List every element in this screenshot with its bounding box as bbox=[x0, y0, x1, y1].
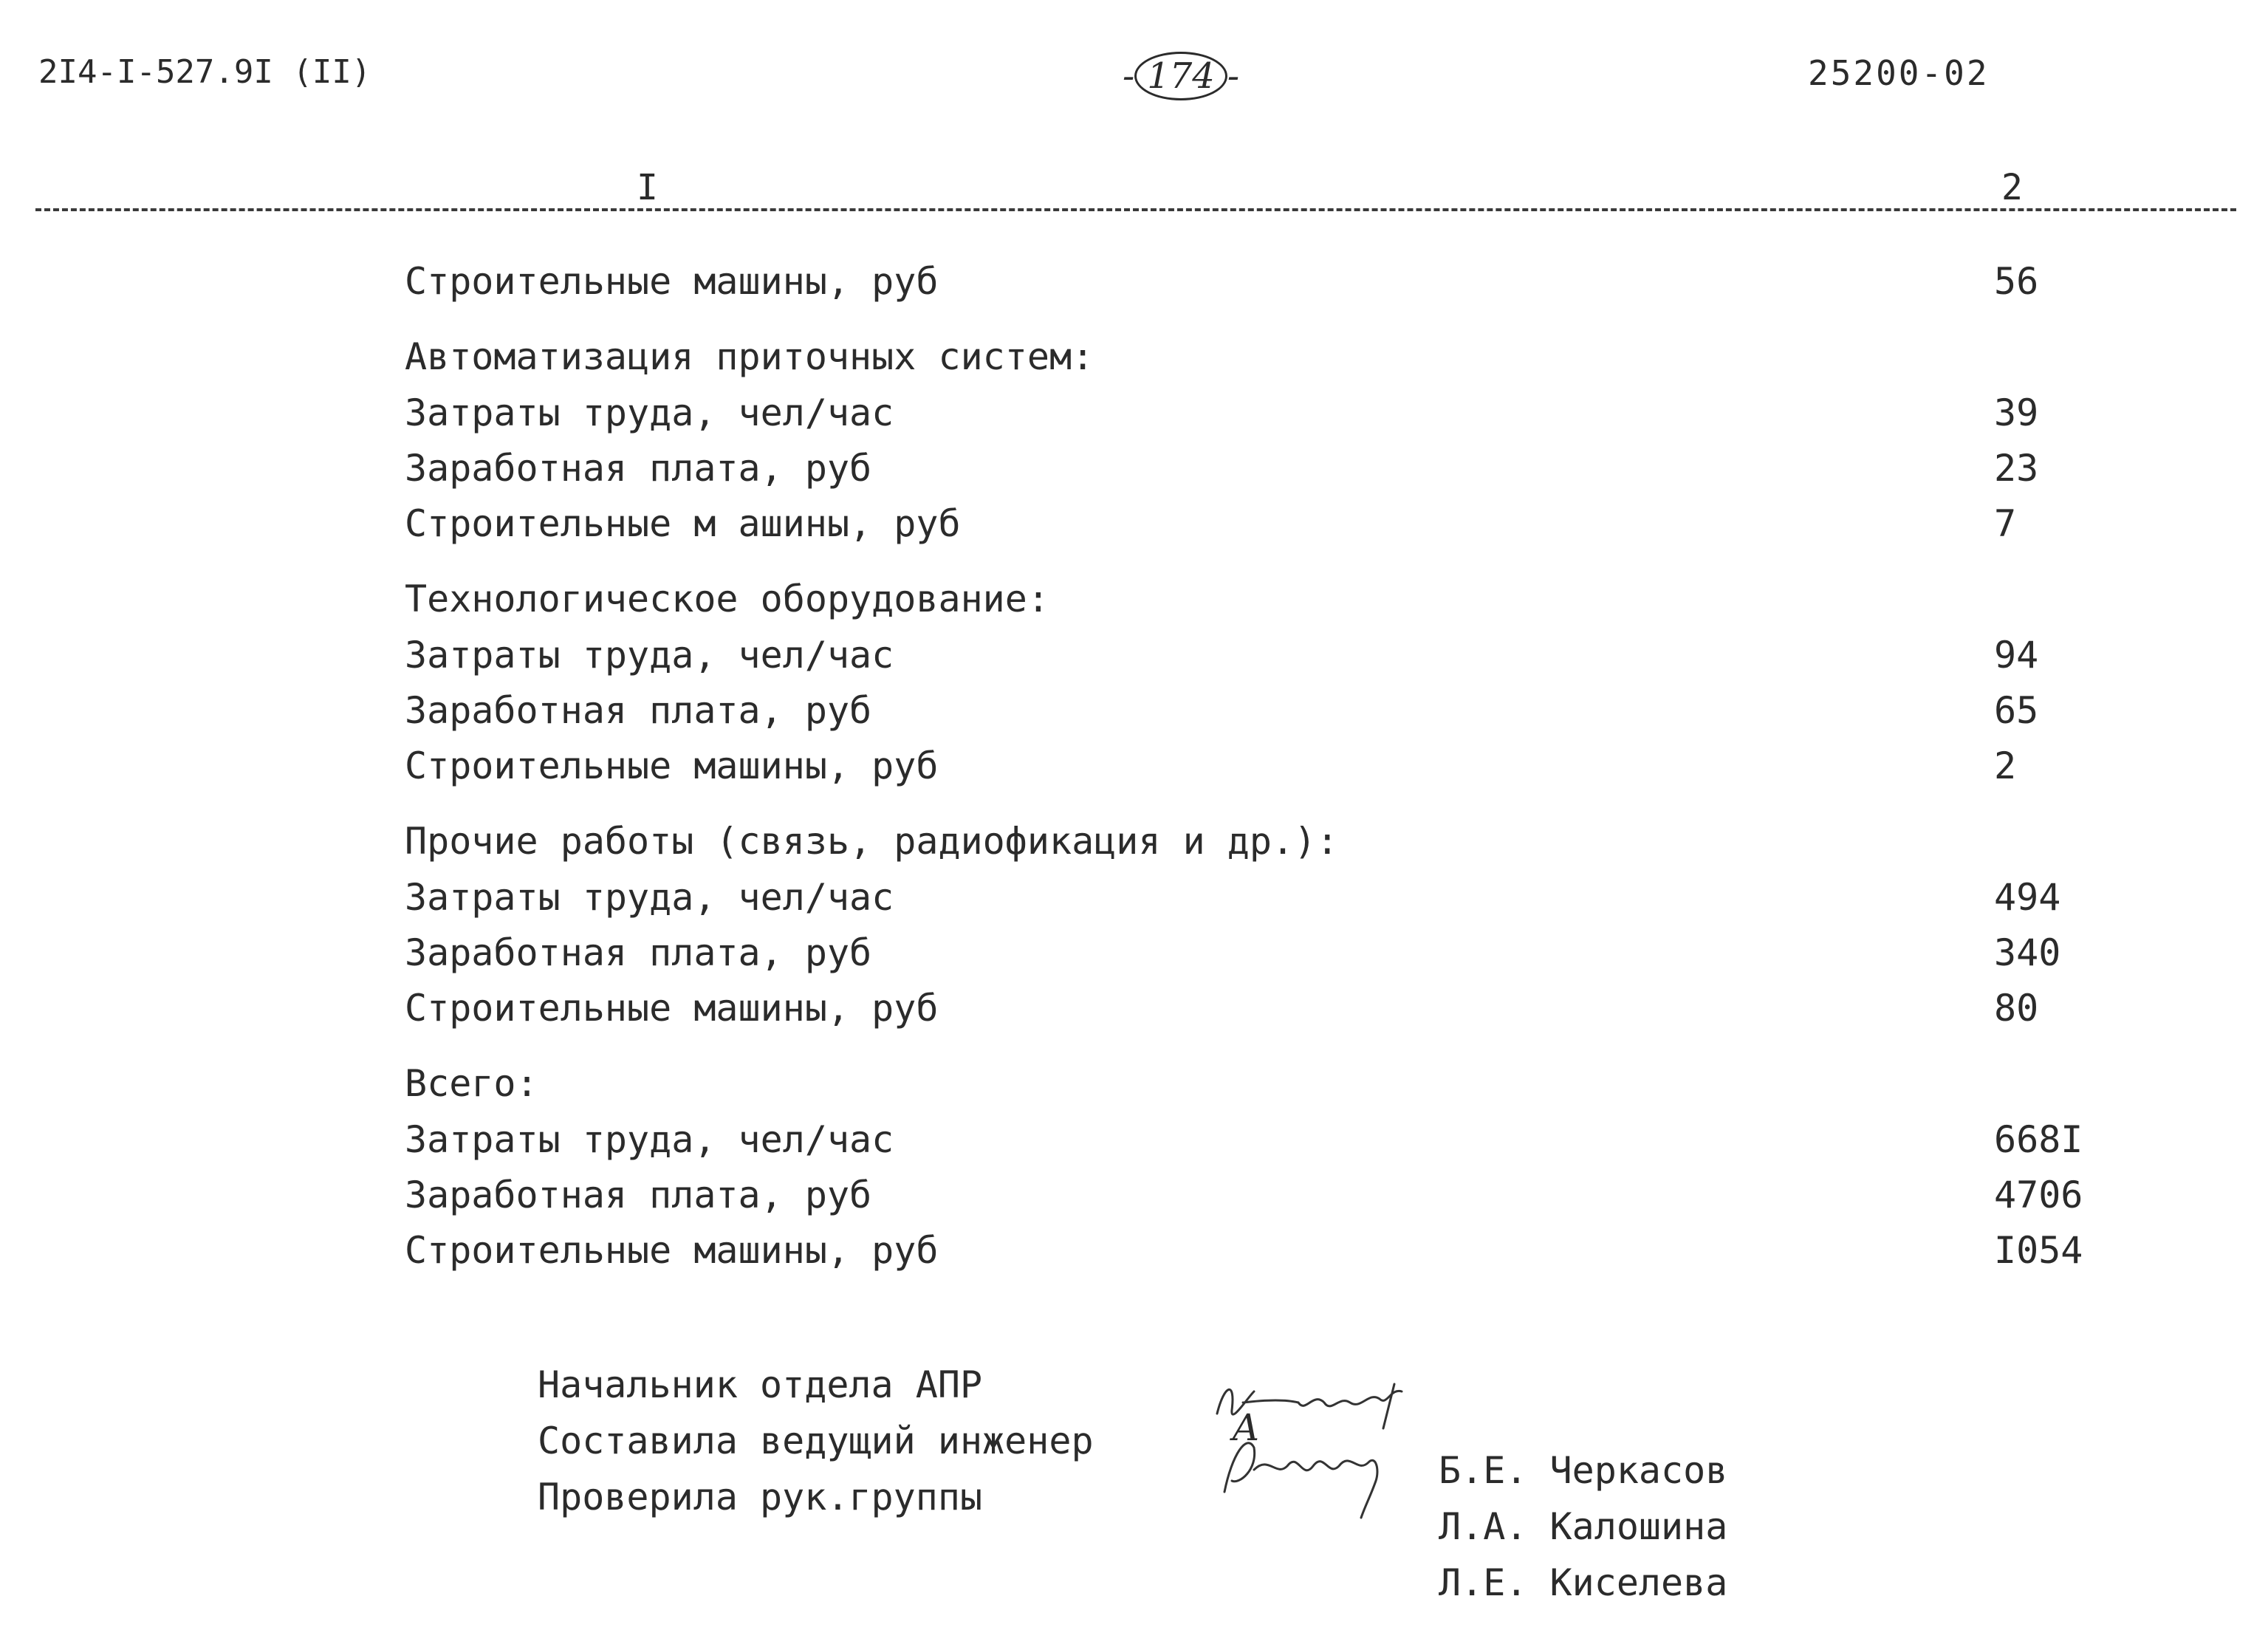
column-1-header: I bbox=[629, 167, 665, 208]
section-heading bbox=[0, 1062, 2268, 1117]
row-label: Затраты труда, чел/час bbox=[405, 876, 894, 919]
row-label: Автоматизация приточных систем: bbox=[405, 335, 1094, 378]
row-value: 4706 bbox=[1994, 1174, 2083, 1216]
row-value: 7 bbox=[1994, 502, 2017, 545]
signer-position: Составила ведущий инженер bbox=[538, 1420, 1094, 1462]
section-heading bbox=[0, 578, 2268, 633]
row-value: 65 bbox=[1994, 689, 2039, 732]
table-row bbox=[0, 260, 2268, 315]
row-value: 80 bbox=[1994, 987, 2039, 1030]
row-label: Заработная плата, руб bbox=[405, 1174, 872, 1216]
table-row bbox=[0, 447, 2268, 502]
row-label: Строительные машины, руб bbox=[405, 1229, 939, 1272]
table-row bbox=[0, 876, 2268, 931]
row-label: Заработная плата, руб bbox=[405, 447, 872, 490]
row-value: 494 bbox=[1994, 876, 2061, 919]
row-label: Технологическое оборудование: bbox=[405, 578, 1049, 620]
table-row bbox=[0, 1229, 2268, 1284]
signer-position: Начальник отдела АПР bbox=[538, 1363, 983, 1406]
column-header-rule bbox=[35, 208, 2236, 211]
column-2-header: 2 bbox=[1994, 167, 2030, 208]
row-label: Строительные машины, руб bbox=[405, 260, 939, 303]
table-row bbox=[0, 391, 2268, 447]
table-row bbox=[0, 744, 2268, 800]
row-label: Затраты труда, чел/час bbox=[405, 1118, 894, 1161]
table-row bbox=[0, 502, 2268, 558]
row-label: Строительные машины, руб bbox=[405, 987, 939, 1030]
document-code: 2I4-I-527.9I (II) bbox=[38, 53, 371, 91]
row-label: Строительные м ашины, руб bbox=[405, 502, 961, 545]
sheet-code: 25200-02 bbox=[1808, 53, 1990, 93]
table-row bbox=[0, 634, 2268, 689]
row-label: Затраты труда, чел/час bbox=[405, 391, 894, 434]
row-value: I054 bbox=[1994, 1229, 2083, 1272]
row-label: Прочие работы (связь, радиофикация и др.): bbox=[405, 820, 1339, 863]
signer-name: Б.Е. Черкасов bbox=[1439, 1449, 1728, 1492]
row-label: Заработная плата, руб bbox=[405, 689, 872, 732]
row-label: Заработная плата, руб bbox=[405, 931, 872, 974]
row-value: 668I bbox=[1994, 1118, 2083, 1161]
row-value: 23 bbox=[1994, 447, 2039, 490]
table-row bbox=[0, 987, 2268, 1042]
table-row bbox=[0, 931, 2268, 987]
row-value: 39 bbox=[1994, 391, 2039, 434]
section-heading bbox=[0, 820, 2268, 875]
row-value: 56 bbox=[1994, 260, 2039, 303]
page-number: - 174 - bbox=[1123, 52, 1239, 100]
row-value: 94 bbox=[1994, 634, 2039, 677]
row-value: 340 bbox=[1994, 931, 2061, 974]
signer-position: Проверила рук.группы bbox=[538, 1476, 983, 1518]
page-number-value: 174 bbox=[1134, 52, 1227, 100]
handwritten-signature-kiseleva bbox=[1202, 1425, 1424, 1521]
row-label: Строительные машины, руб bbox=[405, 744, 939, 787]
signer-name: Л.Е. Киселева bbox=[1439, 1561, 1728, 1604]
row-value: 2 bbox=[1994, 744, 2017, 787]
table-row bbox=[0, 1174, 2268, 1229]
row-label: Затраты труда, чел/час bbox=[405, 634, 894, 677]
row-label: Всего: bbox=[405, 1062, 538, 1105]
signature-mark: А bbox=[1232, 1406, 1260, 1449]
signer-name: Л.А. Калошина bbox=[1439, 1505, 1728, 1548]
table-row bbox=[0, 1118, 2268, 1174]
section-heading bbox=[0, 335, 2268, 391]
table-row bbox=[0, 689, 2268, 744]
